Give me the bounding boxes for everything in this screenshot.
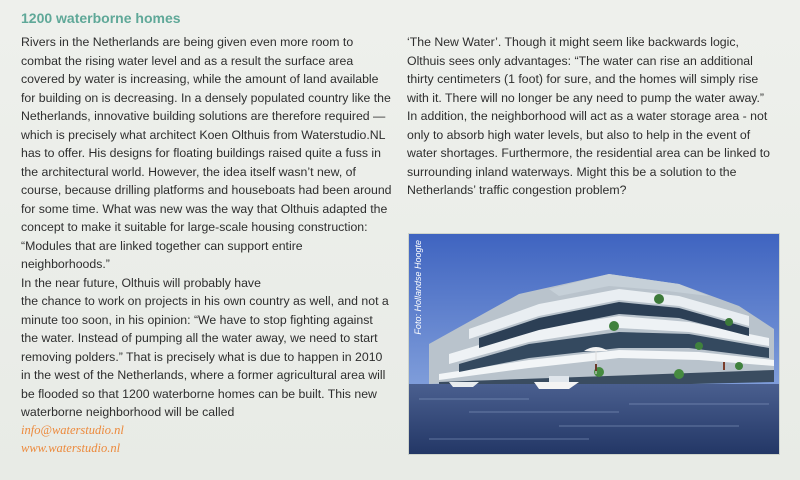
floating-homes-photo xyxy=(408,233,780,455)
article-right-column xyxy=(407,33,777,200)
body-paragraph-3: the chance to work on projects in his own country as well, and not a minute too soon, in his opinion: “We have to stop fighting against the water. Instead of pumping all the water away, we need to start removing polders.” That is precisely what is due to happen in 2010 in the west of the Netherlands, where a former agricultural area will be flooded so that 1200 waterborne homes can be built. This new waterborne neighborhood will be called xyxy=(21,294,389,419)
body-paragraph-2: In the near future, Olthuis will probably have xyxy=(21,275,261,290)
body-paragraph-4: ‘The New Water’. Though it might seem like backwards logic, Olthuis sees only advantages: “The water can rise an additional thirty centimeters (1 foot) for sure, and the homes will simply rise with it. There will no longer be any need to pump the water away.” In addition, the neighborhood will act as a water storage area - not only to absorb high water levels, but also to help in the event of water shortages. Furthermore, the residential area can be linked to surrounding inland waterways. Might this be a solution to the Netherlands’ traffic congestion problem? xyxy=(407,35,770,197)
water xyxy=(409,384,779,454)
body-paragraph-1: Rivers in the Netherlands are being given even more room to combat the rising water level and as a result the surface area covered by water is increasing, while the amount of land available for building on is decreasing. In a densely populated country like the Netherlands, innovative building solutions are therefore required — which is precisely what architect Koen Olthuis from Waterstudio.NL has to offer. His designs for floating buildings raised quite a fuss in the architectural world. However, the idea itself wasn’t new, of course, because drilling platforms and houseboats had been around for some time. What was new was the way that Olthuis adapted the concept to make it suitable for large-scale housing construction: “Modules that are linked together can support entire neighborhoods.” xyxy=(21,35,392,271)
article-title: 1200 waterborne homes xyxy=(21,10,181,26)
article-left-column xyxy=(21,33,393,422)
website-link[interactable]: www.waterstudio.nl xyxy=(21,441,121,455)
floating-homes-illustration xyxy=(409,234,779,454)
photo-credit: Foto: Hollandse Hoogte xyxy=(413,240,423,335)
contact-email-link[interactable]: info@waterstudio.nl xyxy=(21,423,124,437)
